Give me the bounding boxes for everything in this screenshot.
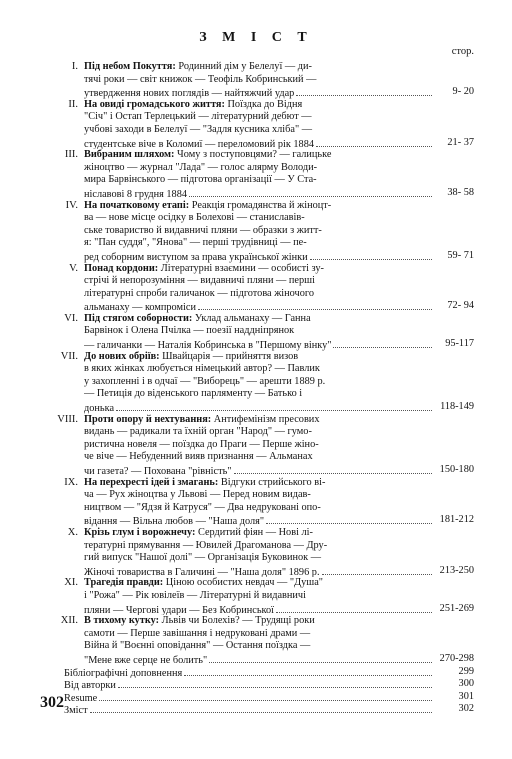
chapter-line xyxy=(84,615,432,628)
dot-leader xyxy=(99,691,432,701)
toc-entry xyxy=(0,200,512,263)
dot-leader xyxy=(118,678,432,688)
chapter-line xyxy=(84,540,432,553)
chapter-line-text: учбові заходи в Белелуї — "Задля кусника хліба" — xyxy=(84,123,313,135)
chapter-line-text: Уклад альманаху — Ганна xyxy=(192,312,311,324)
chapter-line-text: Поїздка до Відня xyxy=(224,98,303,110)
chapter-line-text: ва — нове місце осідку в Болехові — станиславів- xyxy=(84,212,305,224)
chapter-line xyxy=(84,414,432,427)
chapter-number: VI. xyxy=(64,312,78,324)
chapter-heading: На перехресті ідей і змагань: xyxy=(84,476,219,488)
chapter-description xyxy=(84,200,432,263)
chapter-line xyxy=(84,603,432,616)
chapter-number: VII. xyxy=(60,350,78,362)
chapter-line-text: Швайцарія — прийняття визов xyxy=(159,350,299,362)
chapter-number: III. xyxy=(64,149,78,161)
chapter-line xyxy=(84,250,432,263)
chapter-line xyxy=(84,74,432,87)
chapter-line xyxy=(84,401,432,414)
chapter-line xyxy=(84,552,432,565)
chapter-description xyxy=(84,149,432,199)
chapter-line-text: літературні спроби галичанок — підготова жіночого xyxy=(84,287,315,299)
chapter-line xyxy=(84,388,432,401)
chapter-description xyxy=(84,615,432,665)
chapter-line xyxy=(84,426,432,439)
chapter-heading: Під небом Покуття: xyxy=(84,61,176,72)
chapter-heading: Проти опору й нехтування: xyxy=(84,413,212,425)
chapter-description xyxy=(84,99,432,149)
dot-leader xyxy=(276,603,432,613)
extra-label: Від авторки xyxy=(64,680,116,691)
chapter-pages: 118-149 xyxy=(440,401,474,413)
chapter-heading: Трагедія правди: xyxy=(84,577,164,589)
extra-pages: 299 xyxy=(458,665,474,677)
chapter-line xyxy=(84,489,432,502)
chapter-line xyxy=(84,351,432,364)
chapter-line-text: Сердитий фіян — Нові лі- xyxy=(195,526,313,538)
toc-entry xyxy=(0,615,512,665)
chapter-line xyxy=(84,86,432,99)
chapter-number: XII. xyxy=(60,615,78,627)
extra-label: Зміст xyxy=(64,705,88,716)
chapter-line-text: Війна й "Воєнні оповідання" — Остання поїздка — xyxy=(84,640,311,652)
chapter-line xyxy=(84,565,432,578)
page-title: З М І С Т xyxy=(199,30,313,45)
toc-entry xyxy=(0,351,512,414)
chapter-line xyxy=(84,502,432,515)
chapter-line xyxy=(84,338,432,351)
chapter-line-text: — галичанки — Наталія Кобринська в "Першому вінку" xyxy=(84,340,332,351)
chapter-line xyxy=(84,590,432,603)
chapter-line-text: жіноцтво — журнал "Лада" — голос алярму Володи- xyxy=(84,161,318,173)
chapter-line-text: відання — Вільна любов — "Наша доля" xyxy=(84,516,265,527)
chapter-line xyxy=(84,275,432,288)
chapter-number: IX. xyxy=(64,476,78,488)
chapter-heading: Під стягом соборности: xyxy=(84,312,193,324)
chapter-line xyxy=(84,640,432,653)
toc-entry xyxy=(0,61,512,99)
chapter-line-text: у захопленні і в одчаї — "Виборець" — арешти 1889 р. xyxy=(84,375,326,387)
chapter-line xyxy=(84,111,432,124)
chapter-number: V. xyxy=(69,262,78,274)
chapter-line-text: Чому з поступовцями? — галицьке xyxy=(174,149,332,161)
chapter-line-text: ництвом — "Ядзя й Катруся" — Два недруковані опо- xyxy=(84,501,321,513)
extra-pages: 301 xyxy=(458,690,474,702)
dot-leader xyxy=(296,86,432,96)
chapter-line-text: ристична новеля — поїздка до Праги — Перше жіно- xyxy=(84,438,319,450)
dot-leader xyxy=(189,187,432,197)
chapter-heading: Вибраним шляхом: xyxy=(84,149,175,161)
page-number: 302 xyxy=(40,694,64,711)
chapter-line-text: альманаху — компроміси xyxy=(84,302,196,313)
dot-leader xyxy=(184,666,432,676)
chapter-description xyxy=(84,351,432,414)
chapter-line-text: ча — Рух жіноцтва у Львові — Перед новим видав- xyxy=(84,489,311,501)
chapter-heading: На початковому етапі: xyxy=(84,199,190,211)
extra-label: Бібліографічні доповнення xyxy=(64,667,183,679)
chapter-line-text: "Січ" і Остап Терлецький — літературний дебют — xyxy=(84,111,312,123)
chapter-line-text: тячі роки — світ книжок — Теофіль Кобринський — xyxy=(84,73,317,85)
chapter-heading: До нових обріїв: xyxy=(84,350,160,362)
chapter-line xyxy=(84,187,432,200)
chapter-pages: 270-298 xyxy=(439,652,474,664)
chapter-line-text: пляни — Чергові удари — Без Кобринської xyxy=(84,604,275,616)
chapter-number: XI. xyxy=(64,577,78,589)
chapter-line-text: Реакція громадянства й жіноцт- xyxy=(189,199,332,211)
dot-leader xyxy=(322,565,432,575)
chapter-line-text: чи газета? — Похована "рівність" xyxy=(84,466,232,477)
chapter-pages: 95-117 xyxy=(445,338,474,350)
toc-entry-extra xyxy=(0,666,512,679)
dot-leader xyxy=(116,401,432,411)
chapter-line-text: "Мене вже серце не болить" xyxy=(84,654,208,666)
chapter-line-text: тературні прямування — Ювилей Драгоманова — Дру- xyxy=(84,539,328,551)
chapter-line xyxy=(84,99,432,112)
chapter-line xyxy=(84,464,432,477)
chapter-pages: 9- 20 xyxy=(452,86,474,98)
chapter-line-text: в яких жінках любується німецький автор? — Павлик xyxy=(84,363,320,375)
chapter-description xyxy=(84,477,432,527)
chapter-line xyxy=(84,527,432,540)
chapter-pages: 251-269 xyxy=(439,602,474,614)
chapter-line xyxy=(84,577,432,590)
chapter-pages: 150-180 xyxy=(439,464,474,476)
chapter-line-text: ніславові 8 грудня 1884 xyxy=(84,188,187,200)
chapter-line xyxy=(84,628,432,641)
chapter-line-text: донька xyxy=(84,403,115,414)
chapter-pages: 181-212 xyxy=(439,514,474,526)
chapter-line-text: я: "Пан суддя", "Янова" — перші трудівниці — пе- xyxy=(84,237,307,249)
dot-leader xyxy=(234,464,432,474)
chapter-description xyxy=(84,61,432,99)
chapter-line xyxy=(84,162,432,175)
chapter-heading: На овиді громадського життя: xyxy=(84,98,225,110)
toc-entry-extra xyxy=(0,691,512,704)
chapter-heading: Крізь глум і ворожнечу: xyxy=(84,526,196,538)
toc-entry-extra xyxy=(0,703,512,716)
chapter-number: X. xyxy=(67,526,78,538)
chapter-line-text: і "Рожа" — Рік ювілеїв — Літературні й видавничі xyxy=(84,589,306,601)
chapter-line xyxy=(84,325,432,338)
chapter-number: IV. xyxy=(65,199,78,211)
dot-leader xyxy=(90,703,432,713)
chapter-line xyxy=(84,237,432,250)
chapter-line xyxy=(84,263,432,276)
chapter-line-text: ське товариство й видавничі пляни — образки з житт- xyxy=(84,224,322,236)
chapter-line xyxy=(84,653,432,666)
extra-pages: 300 xyxy=(458,678,474,690)
toc-entry xyxy=(0,263,512,313)
chapter-line-text: Відгуки стрийського ві- xyxy=(218,476,326,488)
chapter-line-text: Жіночі товариства в Галичині — "Наша доля" 1896 р. xyxy=(84,566,320,578)
chapter-pages: 38- 58 xyxy=(447,186,474,198)
dot-leader xyxy=(266,514,432,524)
chapter-line-text: Львів чи Болехів? — Трудящі роки xyxy=(159,615,315,627)
chapter-line xyxy=(84,451,432,464)
chapter-line xyxy=(84,200,432,213)
chapter-line xyxy=(84,225,432,238)
chapter-line xyxy=(84,477,432,490)
chapter-line-text: — Петиція до віденського парляменту — Батько і xyxy=(84,388,303,400)
toc-entry xyxy=(0,414,512,477)
chapter-description xyxy=(84,527,432,577)
chapter-line xyxy=(84,439,432,452)
toc-entry xyxy=(0,149,512,199)
chapter-line-text: Антифемінізм пресових xyxy=(211,413,320,425)
chapter-line xyxy=(84,212,432,225)
chapter-line-text: Ціною особистих невдач — "Душа" xyxy=(163,577,323,589)
chapter-number: VIII. xyxy=(57,413,78,425)
toc-entry xyxy=(0,577,512,615)
chapter-description xyxy=(84,313,432,351)
dot-leader xyxy=(310,250,432,260)
chapter-line-text: Літературні взаємини — особисті зу- xyxy=(158,262,324,274)
chapter-heading: Понад кордони: xyxy=(84,262,159,274)
toc-entry xyxy=(0,527,512,577)
chapter-line xyxy=(84,149,432,162)
chapter-line-text: студентське віче в Коломиї — переломовий рік 1884 xyxy=(84,138,314,150)
chapter-line xyxy=(84,376,432,389)
chapter-line-text: стрічі й непорозуміння — видавничі пляни — перші xyxy=(84,275,315,287)
chapter-line-text: мира Барвінського — підготова організації — У Ста- xyxy=(84,174,317,186)
chapter-line-text: самоти — Перше завішання і недруковані драми — xyxy=(84,627,311,639)
extra-label: Resume xyxy=(64,692,98,704)
dot-leader xyxy=(333,338,432,348)
chapter-line xyxy=(84,300,432,313)
chapter-line-text: видань — радикали та їхній орган "Народ" — гумо- xyxy=(84,426,312,438)
table-of-contents xyxy=(0,61,512,716)
extra-pages: 302 xyxy=(458,703,474,715)
chapter-heading: В тихому кутку: xyxy=(84,615,160,627)
dot-leader xyxy=(209,653,432,663)
dot-leader xyxy=(316,137,432,147)
toc-entry xyxy=(0,99,512,149)
chapter-number: II. xyxy=(68,98,78,110)
chapter-pages: 21- 37 xyxy=(447,136,474,148)
chapter-line xyxy=(84,288,432,301)
chapter-line xyxy=(84,313,432,326)
chapter-line-text: Барвінок і Олена Пчілка — поезії наддніпрянок xyxy=(84,325,295,337)
chapter-line xyxy=(84,514,432,527)
chapter-line-text: Родинний дім у Белелуї — ди- xyxy=(175,61,312,72)
chapter-line xyxy=(84,124,432,137)
chapter-line xyxy=(84,174,432,187)
chapter-line xyxy=(84,137,432,150)
chapter-description xyxy=(84,577,432,615)
chapter-line-text: че віче — Небуденний вияв признання — Альманах xyxy=(84,451,313,463)
toc-entry xyxy=(0,313,512,351)
chapter-pages: 213-250 xyxy=(439,564,474,576)
dot-leader xyxy=(198,300,432,310)
chapter-number: I. xyxy=(71,61,78,72)
chapter-description xyxy=(84,263,432,313)
chapter-description xyxy=(84,414,432,477)
toc-entry xyxy=(0,477,512,527)
pages-column-header: стор. xyxy=(451,46,474,57)
chapter-line xyxy=(84,363,432,376)
chapter-line-text: ред соборним виступом за права української жінки xyxy=(84,251,308,263)
chapter-line-text: утвердження нових поглядів — найтяжчий удар xyxy=(84,88,295,99)
chapter-line-text: гий випуск "Нашої долі" — Організація Буковинок — xyxy=(84,552,322,564)
chapter-line xyxy=(84,61,432,74)
toc-entry-extra xyxy=(0,678,512,691)
chapter-pages: 72- 94 xyxy=(447,300,474,312)
chapter-pages: 59- 71 xyxy=(447,249,474,261)
